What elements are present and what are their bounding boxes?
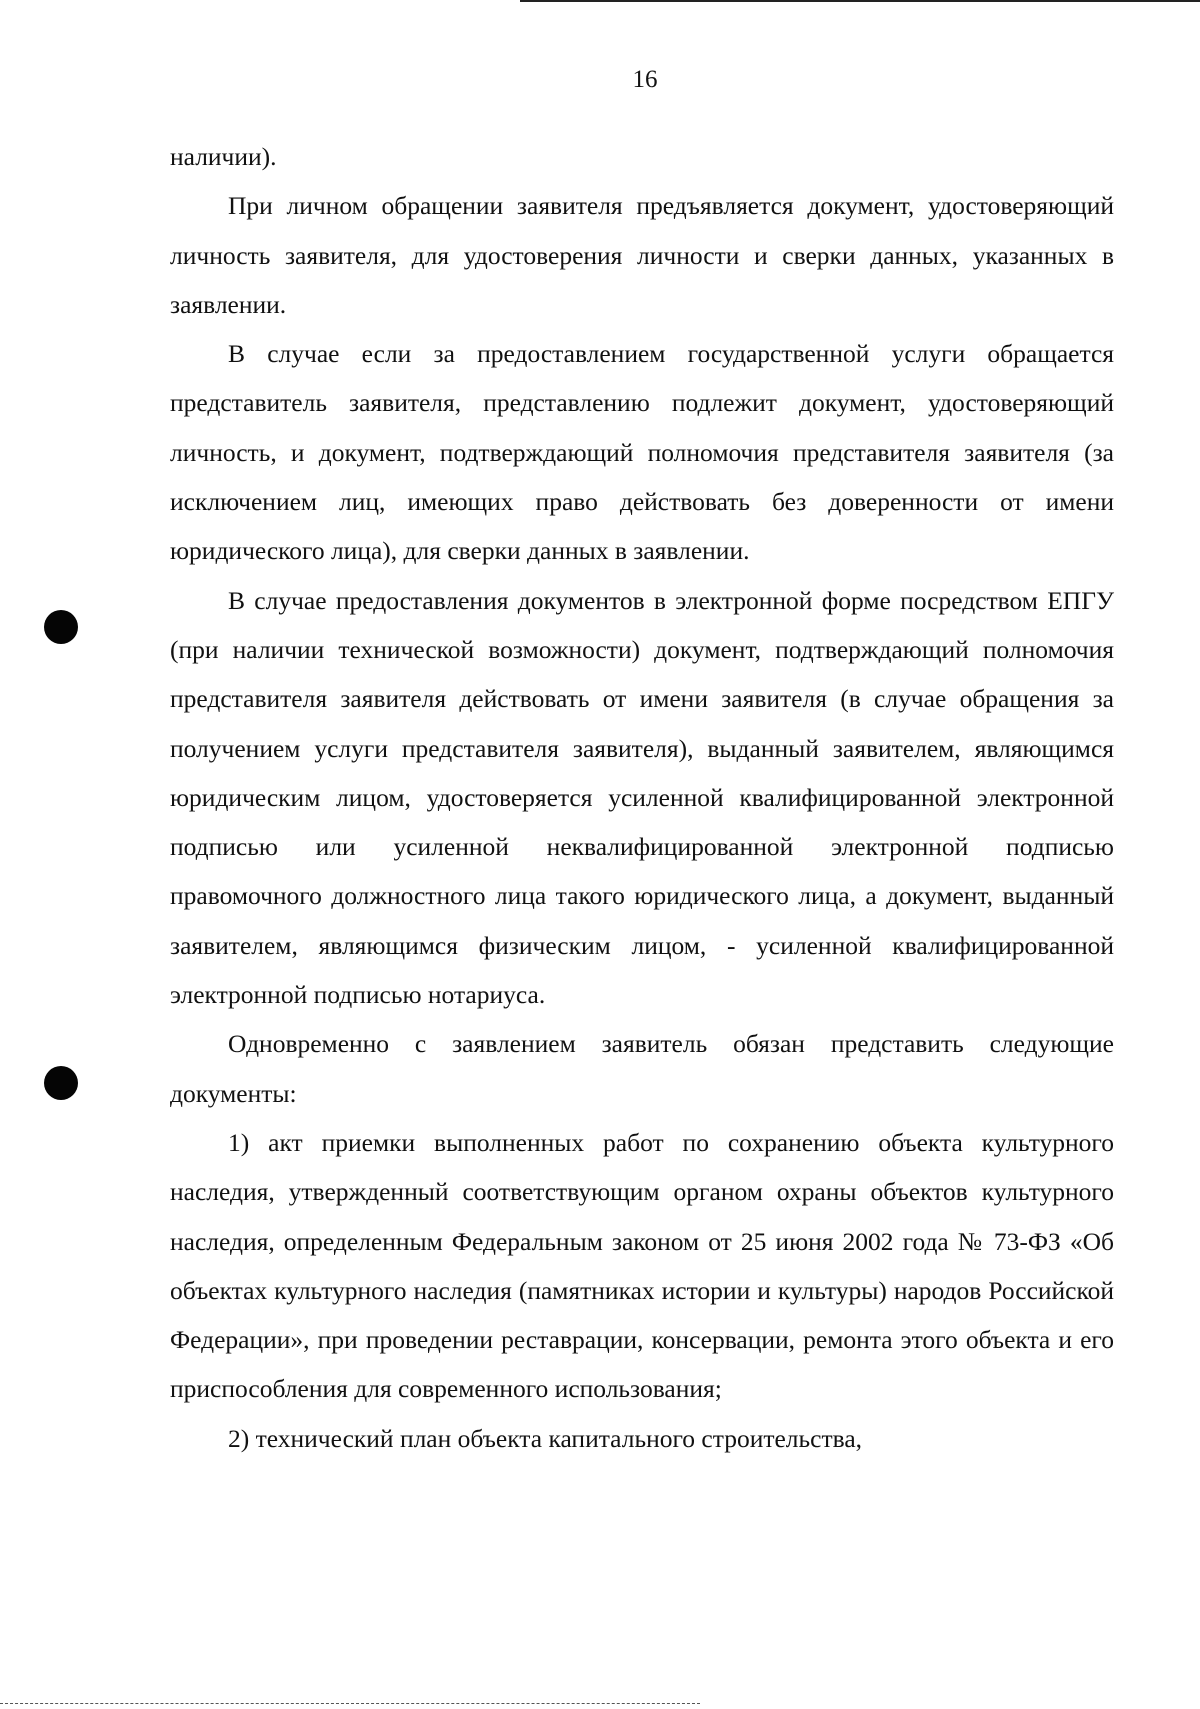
- paragraph-continuation: наличии).: [170, 142, 277, 171]
- document-body: [170, 132, 1114, 1463]
- paragraph-representative: В случае если за предоставлением государственной услуги обращается представитель заявителя, представлению подлежит документ, удостоверяющий личность, и документ, подтверждающий полномочия представителя заявителя (за исключением лиц, имеющих право действовать без доверенности от имени юридического лица), для сверки данных в заявлении.: [170, 339, 1114, 566]
- list-item-1: 1) акт приемки выполненных работ по сохранению объекта культурного наследия, утвержденный соответствующим органом охраны объектов культурного наследия, определенным Федеральным законом от 25 июня 2002 года № 73-ФЗ «Об объектах культурного наследия (памятниках истории и культуры) народов Российской Федерации», при проведении реставрации, консервации, ремонта этого объекта и его приспособления для современного использования;: [170, 1127, 1114, 1404]
- paragraph-personal-appeal: При личном обращении заявителя предъявляется документ, удостоверяющий личность заявителя, для удостоверения личности и сверки данных, указанных в заявлении.: [170, 191, 1114, 319]
- page-number: 16: [632, 66, 658, 93]
- scan-edge-top: [520, 0, 1200, 2]
- paragraph-required-documents: Одновременно с заявлением заявитель обязан представить следующие документы:: [170, 1029, 1114, 1108]
- scan-edge-bottom: [0, 1703, 700, 1705]
- paragraph-electronic-form: В случае предоставления документов в электронной форме посредством ЕПГУ (при наличии технической возможности) документ, подтверждающий полномочия представителя заявителя действовать от имени заявителя (в случае обращения за получением услуги представителя заявителя), выданный заявителем, являющимся юридическим лицом, удостоверяется усиленной квалифицированной электронной подписью или усиленной неквалифицированной электронной подписью правомочного должностного лица такого юридического лица, а документ, выданный заявителем, являющимся физическим лицом, - усиленной квалифицированной электронной подписью нотариуса.: [170, 585, 1114, 1010]
- punch-hole-mark: [44, 1066, 78, 1100]
- list-item-2: 2) технический план объекта капитального строительства,: [228, 1423, 863, 1453]
- punch-hole-mark: [44, 610, 78, 644]
